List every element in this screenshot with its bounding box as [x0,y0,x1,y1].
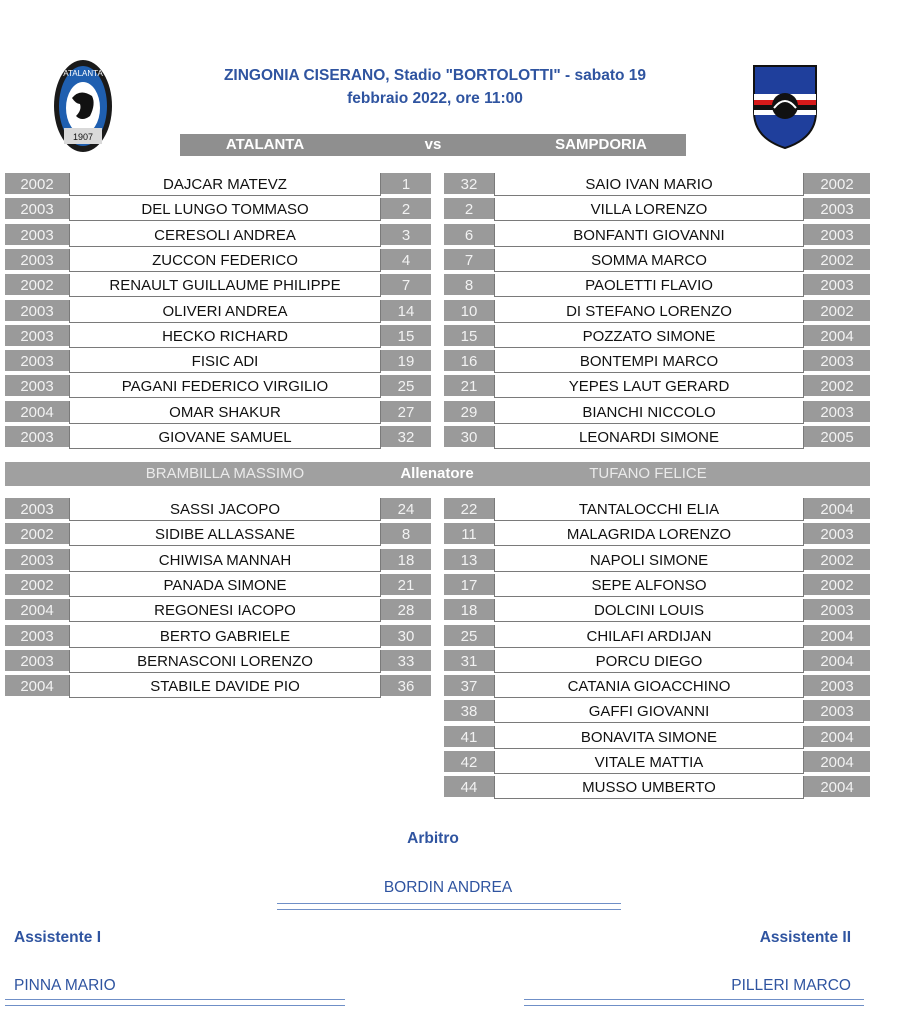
player-birth-year: 2002 [5,274,69,297]
player-birth-year: 2003 [5,224,69,247]
player-number: 30 [381,625,431,648]
player-name: REGONESI IACOPO [69,599,381,622]
player-number: 41 [444,726,494,749]
player-name: PANADA SIMONE [69,574,381,597]
player-name: CATANIA GIOACCHINO [494,675,804,698]
match-date-line: febbraio 2022, ore 11:00 [347,90,523,107]
player-birth-year: 2002 [804,173,870,196]
player-number: 7 [381,274,431,297]
assistant2-divider [524,999,864,1006]
player-birth-year: 2003 [5,300,69,323]
assistant2-name: PILLERI MARCO [731,977,851,994]
player-birth-year: 2003 [804,700,870,723]
player-number: 32 [381,426,431,449]
player-number: 37 [444,675,494,698]
player-number: 29 [444,401,494,424]
player-name: GAFFI GIOVANNI [494,700,804,723]
player-name: DOLCINI LOUIS [494,599,804,622]
player-name: POZZATO SIMONE [494,325,804,348]
player-birth-year: 2004 [5,675,69,698]
player-birth-year: 2004 [804,650,870,673]
player-number: 18 [444,599,494,622]
player-birth-year: 2003 [804,401,870,424]
player-birth-year: 2003 [5,375,69,398]
player-number: 36 [381,675,431,698]
coach-label: Allenatore [400,465,474,482]
player-birth-year: 2004 [804,776,870,799]
player-name: NAPOLI SIMONE [494,549,804,572]
player-number: 38 [444,700,494,723]
player-birth-year: 2003 [5,325,69,348]
player-number: 7 [444,249,494,272]
player-name: DI STEFANO LORENZO [494,300,804,323]
player-number: 10 [444,300,494,323]
assistant1-divider [5,999,345,1006]
player-name: SIDIBE ALLASSANE [69,523,381,546]
player-name: CHILAFI ARDIJAN [494,625,804,648]
player-name: PAGANI FEDERICO VIRGILIO [69,375,381,398]
player-name: TANTALOCCHI ELIA [494,498,804,521]
player-name: BERTO GABRIELE [69,625,381,648]
player-birth-year: 2004 [5,401,69,424]
player-birth-year: 2003 [5,198,69,221]
player-birth-year: 2002 [5,173,69,196]
vs-label: vs [424,136,442,153]
player-name: BONTEMPI MARCO [494,350,804,373]
assistant2-label: Assistente II [759,929,851,946]
player-name: VITALE MATTIA [494,751,804,774]
player-number: 32 [444,173,494,196]
player-name: MUSSO UMBERTO [494,776,804,799]
player-name: FISIC ADI [69,350,381,373]
player-birth-year: 2003 [804,274,870,297]
player-birth-year: 2003 [5,350,69,373]
player-number: 31 [444,650,494,673]
player-number: 2 [444,198,494,221]
sampdoria-logo [752,64,818,150]
player-birth-year: 2005 [804,426,870,449]
match-header [175,64,695,110]
player-birth-year: 2004 [804,325,870,348]
player-number: 25 [381,375,431,398]
player-name: VILLA LORENZO [494,198,804,221]
player-number: 16 [444,350,494,373]
player-birth-year: 2003 [5,498,69,521]
home-coach: BRAMBILLA MASSIMO [145,465,305,482]
player-name: SAIO IVAN MARIO [494,173,804,196]
player-number: 1 [381,173,431,196]
player-birth-year: 2003 [804,675,870,698]
player-birth-year: 2003 [5,426,69,449]
player-name: GIOVANE SAMUEL [69,426,381,449]
player-number: 17 [444,574,494,597]
coaches-bar [5,462,870,486]
player-birth-year: 2003 [5,249,69,272]
player-birth-year: 2003 [5,625,69,648]
player-name: BERNASCONI LORENZO [69,650,381,673]
player-name: HECKO RICHARD [69,325,381,348]
player-name: RENAULT GUILLAUME PHILIPPE [69,274,381,297]
player-birth-year: 2003 [5,650,69,673]
player-birth-year: 2004 [804,751,870,774]
player-birth-year: 2003 [804,523,870,546]
player-number: 25 [444,625,494,648]
player-number: 21 [381,574,431,597]
player-birth-year: 2002 [804,574,870,597]
player-name: OLIVERI ANDREA [69,300,381,323]
player-number: 2 [381,198,431,221]
player-birth-year: 2003 [804,198,870,221]
assistant1-label: Assistente I [14,929,102,946]
player-number: 13 [444,549,494,572]
player-number: 4 [381,249,431,272]
player-name: SOMMA MARCO [494,249,804,272]
player-name: STABILE DAVIDE PIO [69,675,381,698]
player-number: 3 [381,224,431,247]
player-number: 33 [381,650,431,673]
match-venue-line: ZINGONIA CISERANO, Stadio "BORTOLOTTI" - sabato 19 [223,67,647,84]
player-number: 27 [381,401,431,424]
player-birth-year: 2003 [804,350,870,373]
atalanta-logo-year: 1907 [72,132,94,142]
player-number: 11 [444,523,494,546]
player-number: 8 [444,274,494,297]
player-number: 15 [444,325,494,348]
referee-divider [277,903,621,910]
player-birth-year: 2002 [5,523,69,546]
player-birth-year: 2002 [804,249,870,272]
player-birth-year: 2004 [804,625,870,648]
player-name: SASSI JACOPO [69,498,381,521]
player-number: 19 [381,350,431,373]
player-name: BIANCHI NICCOLO [494,401,804,424]
player-number: 15 [381,325,431,348]
player-name: ZUCCON FEDERICO [69,249,381,272]
player-birth-year: 2004 [5,599,69,622]
player-number: 42 [444,751,494,774]
player-number: 14 [381,300,431,323]
atalanta-logo-text: ATALANTA [63,69,103,78]
player-number: 6 [444,224,494,247]
home-team-name: ATALANTA [225,136,305,153]
player-name: CERESOLI ANDREA [69,224,381,247]
player-birth-year: 2002 [804,549,870,572]
player-birth-year: 2002 [804,300,870,323]
player-name: OMAR SHAKUR [69,401,381,424]
player-birth-year: 2002 [5,574,69,597]
player-birth-year: 2003 [804,224,870,247]
away-team-name: SAMPDORIA [555,136,647,153]
player-number: 8 [381,523,431,546]
player-birth-year: 2004 [804,726,870,749]
player-name: PORCU DIEGO [494,650,804,673]
player-number: 18 [381,549,431,572]
player-number: 22 [444,498,494,521]
player-name: SEPE ALFONSO [494,574,804,597]
player-name: BONAVITA SIMONE [494,726,804,749]
player-name: LEONARDI SIMONE [494,426,804,449]
player-birth-year: 2003 [804,599,870,622]
player-number: 44 [444,776,494,799]
player-name: MALAGRIDA LORENZO [494,523,804,546]
player-number: 28 [381,599,431,622]
assistant1-name: PINNA MARIO [14,977,116,994]
player-number: 21 [444,375,494,398]
teams-bar [180,134,686,156]
referee-label: Arbitro [407,830,459,847]
player-name: PAOLETTI FLAVIO [494,274,804,297]
player-birth-year: 2003 [5,549,69,572]
player-birth-year: 2004 [804,498,870,521]
atalanta-logo [52,58,114,154]
player-birth-year: 2002 [804,375,870,398]
referee-name: BORDIN ANDREA [383,879,513,896]
player-number: 24 [381,498,431,521]
player-name: DAJCAR MATEVZ [69,173,381,196]
player-name: CHIWISA MANNAH [69,549,381,572]
player-name: BONFANTI GIOVANNI [494,224,804,247]
away-coach: TUFANO FELICE [589,465,707,482]
player-name: YEPES LAUT GERARD [494,375,804,398]
player-number: 30 [444,426,494,449]
player-name: DEL LUNGO TOMMASO [69,198,381,221]
